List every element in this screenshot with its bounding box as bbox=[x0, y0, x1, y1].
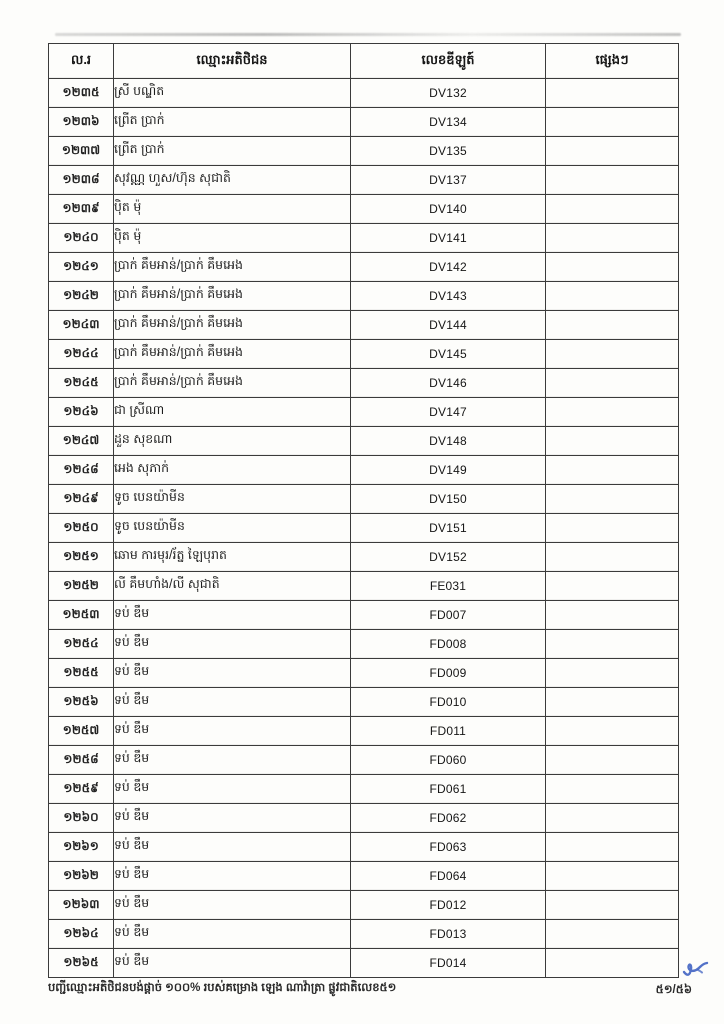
table-row bbox=[49, 746, 679, 775]
customer-name-cell: អេង សុភាក់ bbox=[114, 456, 351, 485]
row-no-cell: ១២៣៥ bbox=[49, 79, 114, 108]
row-no-cell: ១២៥៤ bbox=[49, 630, 114, 659]
column-header-notes: ផ្សេងៗ bbox=[546, 44, 679, 79]
note-cell bbox=[546, 427, 679, 456]
table-row bbox=[49, 717, 679, 746]
column-header-customer-name: ឈ្មោះអតិថិជន bbox=[114, 44, 351, 79]
customer-name-cell: ព្រើត ប្រាក់ bbox=[114, 137, 351, 166]
row-no-cell: ១២៤៥ bbox=[49, 369, 114, 398]
lot-code-cell: DV145 bbox=[351, 340, 546, 369]
row-no-cell: ១២៤៧ bbox=[49, 427, 114, 456]
note-cell bbox=[546, 543, 679, 572]
table-row bbox=[49, 543, 679, 572]
lot-code-cell: DV140 bbox=[351, 195, 546, 224]
customer-name-cell: ទប់ ឌឹម bbox=[114, 630, 351, 659]
lot-code-cell: FE031 bbox=[351, 572, 546, 601]
row-no-cell: ១២៣៩ bbox=[49, 195, 114, 224]
note-cell bbox=[546, 804, 679, 833]
table-row bbox=[49, 456, 679, 485]
footer-caption: បញ្ជីឈ្មោះអតិថិជនបង់ផ្តាច់ ១០០% របស់គម្រោង ឡេង ណាវ៉ាត្រា ផ្លូវជាតិលេខ៥១ bbox=[48, 982, 397, 994]
lot-code-cell: DV152 bbox=[351, 543, 546, 572]
table-row bbox=[49, 659, 679, 688]
lot-code-cell: DV143 bbox=[351, 282, 546, 311]
customer-name-cell: ទប់ ឌឹម bbox=[114, 920, 351, 949]
table-row bbox=[49, 79, 679, 108]
customer-name-cell: ទប់ ឌឹម bbox=[114, 775, 351, 804]
column-header-no: ល.រ bbox=[49, 44, 114, 79]
customer-name-cell: ឆោម ការមុរ/រ័ត្ន ឡៃបុរាត bbox=[114, 543, 351, 572]
lot-code-cell: DV149 bbox=[351, 456, 546, 485]
lot-code-cell: DV135 bbox=[351, 137, 546, 166]
row-no-cell: ១២៥៧ bbox=[49, 717, 114, 746]
customer-name-cell: ប៉ិត ម៉ុ bbox=[114, 195, 351, 224]
row-no-cell: ១២៥២ bbox=[49, 572, 114, 601]
lot-code-cell: DV148 bbox=[351, 427, 546, 456]
note-cell bbox=[546, 601, 679, 630]
row-no-cell: ១២៤៩ bbox=[49, 485, 114, 514]
table-row bbox=[49, 572, 679, 601]
lot-code-cell: DV147 bbox=[351, 398, 546, 427]
lot-code-cell: FD063 bbox=[351, 833, 546, 862]
row-no-cell: ១២៥១ bbox=[49, 543, 114, 572]
customer-name-cell: ប្រាក់ គឹមអាន់/ប្រាក់ គឹមអេង bbox=[114, 311, 351, 340]
lot-code-cell: DV144 bbox=[351, 311, 546, 340]
row-no-cell: ១២៤៤ bbox=[49, 340, 114, 369]
customer-name-cell: ទប់ ឌឹម bbox=[114, 891, 351, 920]
row-no-cell: ១២៣៧ bbox=[49, 137, 114, 166]
customer-name-cell: ដួន សុខណា bbox=[114, 427, 351, 456]
note-cell bbox=[546, 485, 679, 514]
lot-code-cell: FD010 bbox=[351, 688, 546, 717]
table-row bbox=[49, 862, 679, 891]
table-row bbox=[49, 369, 679, 398]
note-cell bbox=[546, 79, 679, 108]
table-row bbox=[49, 775, 679, 804]
table-row bbox=[49, 688, 679, 717]
customer-name-cell: ទប់ ឌឹម bbox=[114, 688, 351, 717]
customer-name-cell: ទូច បេនយ៉ាមីន bbox=[114, 485, 351, 514]
lot-code-cell: FD012 bbox=[351, 891, 546, 920]
note-cell bbox=[546, 833, 679, 862]
customer-name-cell: ទូច បេនយ៉ាមីន bbox=[114, 514, 351, 543]
row-no-cell: ១២៦៣ bbox=[49, 891, 114, 920]
customer-name-cell: ស្រី បណ្ឌិត bbox=[114, 79, 351, 108]
lot-code-cell: FD013 bbox=[351, 920, 546, 949]
lot-code-cell: DV142 bbox=[351, 253, 546, 282]
row-no-cell: ១២៦៥ bbox=[49, 949, 114, 978]
customer-name-cell: ប្រាក់ គឹមអាន់/ប្រាក់ គឹមអេង bbox=[114, 340, 351, 369]
customer-name-cell: ទប់ ឌឹម bbox=[114, 601, 351, 630]
note-cell bbox=[546, 949, 679, 978]
scan-artifact-streak bbox=[55, 33, 681, 36]
note-cell bbox=[546, 891, 679, 920]
lot-code-cell: FD008 bbox=[351, 630, 546, 659]
lot-code-cell: FD060 bbox=[351, 746, 546, 775]
note-cell bbox=[546, 282, 679, 311]
row-no-cell: ១២៤៦ bbox=[49, 398, 114, 427]
table-row bbox=[49, 514, 679, 543]
note-cell bbox=[546, 166, 679, 195]
row-no-cell: ១២៦១ bbox=[49, 833, 114, 862]
row-no-cell: ១២៥៦ bbox=[49, 688, 114, 717]
table-row bbox=[49, 630, 679, 659]
table-row bbox=[49, 340, 679, 369]
customer-name-cell: លី គឹមហាំង/លី សុជាតិ bbox=[114, 572, 351, 601]
row-no-cell: ១២៦៤ bbox=[49, 920, 114, 949]
lot-code-cell: DV132 bbox=[351, 79, 546, 108]
customer-name-cell: ទប់ ឌឹម bbox=[114, 949, 351, 978]
row-no-cell: ១២៤៣ bbox=[49, 311, 114, 340]
note-cell bbox=[546, 746, 679, 775]
table-row bbox=[49, 891, 679, 920]
table-row bbox=[49, 427, 679, 456]
note-cell bbox=[546, 862, 679, 891]
row-no-cell: ១២៥៣ bbox=[49, 601, 114, 630]
pen-checkmark-icon bbox=[681, 958, 711, 982]
row-no-cell: ១២៥៥ bbox=[49, 659, 114, 688]
row-no-cell: ១២៣៦ bbox=[49, 108, 114, 137]
note-cell bbox=[546, 775, 679, 804]
table-row bbox=[49, 253, 679, 282]
lot-code-cell: FD009 bbox=[351, 659, 546, 688]
note-cell bbox=[546, 572, 679, 601]
customer-name-cell: ទប់ ឌឹម bbox=[114, 659, 351, 688]
lot-code-cell: DV150 bbox=[351, 485, 546, 514]
page-footer bbox=[48, 980, 678, 1002]
note-cell bbox=[546, 108, 679, 137]
customer-name-cell: ប្រាក់ គឹមអាន់/ប្រាក់ គឹមអេង bbox=[114, 282, 351, 311]
lot-code-cell: FD061 bbox=[351, 775, 546, 804]
row-no-cell: ១២៤១ bbox=[49, 253, 114, 282]
table-row bbox=[49, 137, 679, 166]
row-no-cell: ១២៥៨ bbox=[49, 746, 114, 775]
table-body bbox=[49, 79, 679, 978]
customer-name-cell: ប្រាក់ គឹមអាន់/ប្រាក់ គឹមអេង bbox=[114, 369, 351, 398]
note-cell bbox=[546, 688, 679, 717]
table-header bbox=[49, 44, 679, 79]
note-cell bbox=[546, 630, 679, 659]
customer-name-cell: ជា ស្រីណា bbox=[114, 398, 351, 427]
customer-name-cell: ប៉ិត ម៉ុ bbox=[114, 224, 351, 253]
lot-code-cell: FD007 bbox=[351, 601, 546, 630]
lot-code-cell: DV146 bbox=[351, 369, 546, 398]
table-row bbox=[49, 949, 679, 978]
lot-code-cell: DV141 bbox=[351, 224, 546, 253]
table-row bbox=[49, 108, 679, 137]
note-cell bbox=[546, 311, 679, 340]
lot-code-cell: FD011 bbox=[351, 717, 546, 746]
customer-name-cell: ទប់ ឌឹម bbox=[114, 833, 351, 862]
table-row bbox=[49, 311, 679, 340]
customer-name-cell: ប្រាក់ គឹមអាន់/ប្រាក់ គឹមអេង bbox=[114, 253, 351, 282]
note-cell bbox=[546, 456, 679, 485]
column-header-lot-number: លេខឌីឡូត៍ bbox=[351, 44, 546, 79]
lot-code-cell: FD014 bbox=[351, 949, 546, 978]
customer-name-cell: សុវណ្ណ ហួស/ហ៊ុន សុជាតិ bbox=[114, 166, 351, 195]
note-cell bbox=[546, 659, 679, 688]
customer-name-cell: ព្រើត ប្រាក់ bbox=[114, 108, 351, 137]
customer-name-cell: ទប់ ឌឹម bbox=[114, 717, 351, 746]
lot-code-cell: DV134 bbox=[351, 108, 546, 137]
note-cell bbox=[546, 195, 679, 224]
table-row bbox=[49, 166, 679, 195]
note-cell bbox=[546, 340, 679, 369]
note-cell bbox=[546, 137, 679, 166]
page-number: ៥១/៥៦ bbox=[655, 984, 692, 996]
table-row bbox=[49, 920, 679, 949]
table-row bbox=[49, 485, 679, 514]
row-no-cell: ១២៦២ bbox=[49, 862, 114, 891]
customer-name-cell: ទប់ ឌឹម bbox=[114, 862, 351, 891]
note-cell bbox=[546, 514, 679, 543]
table-row bbox=[49, 282, 679, 311]
note-cell bbox=[546, 224, 679, 253]
note-cell bbox=[546, 920, 679, 949]
customer-name-cell: ទប់ ឌឹម bbox=[114, 746, 351, 775]
row-no-cell: ១២៣៨ bbox=[49, 166, 114, 195]
table-row bbox=[49, 833, 679, 862]
lot-code-cell: FD062 bbox=[351, 804, 546, 833]
table-row bbox=[49, 804, 679, 833]
note-cell bbox=[546, 717, 679, 746]
row-no-cell: ១២៥៩ bbox=[49, 775, 114, 804]
customer-name-cell: ទប់ ឌឹម bbox=[114, 804, 351, 833]
lot-code-cell: DV137 bbox=[351, 166, 546, 195]
table-row bbox=[49, 398, 679, 427]
row-no-cell: ១២៤០ bbox=[49, 224, 114, 253]
lot-code-cell: FD064 bbox=[351, 862, 546, 891]
lot-code-cell: DV151 bbox=[351, 514, 546, 543]
customer-lot-table bbox=[48, 43, 679, 978]
table-row bbox=[49, 601, 679, 630]
row-no-cell: ១២៦០ bbox=[49, 804, 114, 833]
table-row bbox=[49, 224, 679, 253]
row-no-cell: ១២៤៨ bbox=[49, 456, 114, 485]
note-cell bbox=[546, 253, 679, 282]
table-row bbox=[49, 195, 679, 224]
row-no-cell: ១២៤២ bbox=[49, 282, 114, 311]
note-cell bbox=[546, 398, 679, 427]
row-no-cell: ១២៥០ bbox=[49, 514, 114, 543]
note-cell bbox=[546, 369, 679, 398]
